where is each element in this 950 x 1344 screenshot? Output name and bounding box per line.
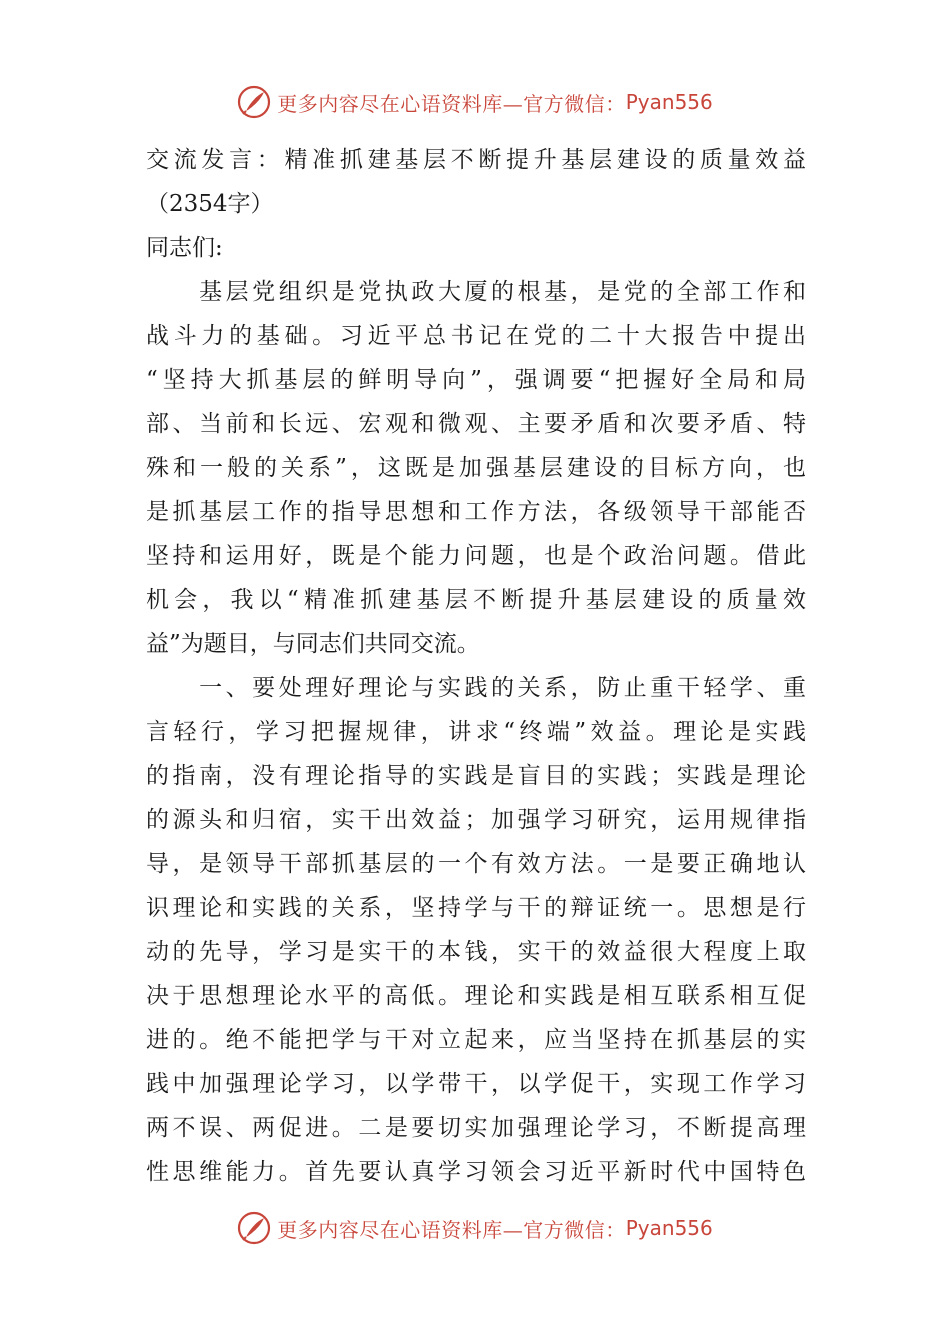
text-line: （2354字） [146,191,274,217]
text-line: 坚持和运用好，既是个能力问题，也是个政治问题。借此 [146,543,806,569]
text-line: 言轻行，学习把握规律，讲求“终端”效益。理论是实践 [146,719,806,745]
text-line: 动的先导，学习是实干的本钱，实干的效益很大程度上取 [146,939,806,965]
footer-watermark [0,1208,950,1248]
text-line: 性思维能力。首先要认真学习领会习近平新时代中国特色 [146,1159,806,1185]
text-line: 殊和一般的关系”，这既是加强基层建设的目标方向，也 [146,455,806,481]
text-line: 识理论和实践的关系，坚持学与干的辩证统一。思想是行 [146,895,806,921]
footer-watermark-text: 更多内容尽在心语资料库—官方微信： [277,1217,626,1242]
text-line: 一、要处理好理论与实践的关系，防止重干轻学、重 [146,675,806,701]
text-line: 是抓基层工作的指导思想和工作方法，各级领导干部能否 [146,499,806,525]
text-line: 进的。绝不能把学与干对立起来，应当坚持在抓基层的实 [146,1027,806,1053]
text-line: 基层党组织是党执政大厦的根基，是党的全部工作和 [146,279,806,305]
text-line: 践中加强理论学习，以学带干，以学促干，实现工作学习 [146,1071,806,1097]
header-watermark-wechat: Pyan556 [625,90,713,114]
text-line: 部、当前和长远、宏观和微观、主要矛盾和次要矛盾、特 [146,411,806,437]
text-line: 的指南，没有理论指导的实践是盲目的实践；实践是理论 [146,763,806,789]
header-watermark-text: 更多内容尽在心语资料库—官方微信： [277,91,626,116]
footer-watermark-wechat: Pyan556 [625,1216,713,1240]
text-line: 的源头和归宿，实干出效益；加强学习研究，运用规律指 [146,807,806,833]
text-line: 导，是领导干部抓基层的一个有效方法。一是要正确地认 [146,851,806,877]
text-line: “坚持大抓基层的鲜明导向”，强调要“把握好全局和局 [146,367,806,393]
quill-pen-logo-icon [237,1211,271,1245]
text-line: 两不误、两促进。二是要切实加强理论学习，不断提高理 [146,1115,806,1141]
text-line: 机会，我以“精准抓建基层不断提升基层建设的质量效 [146,587,806,613]
text-line: 战斗力的基础。习近平总书记在党的二十大报告中提出 [146,323,806,349]
document-title: 交流发言：精准抓建基层不断提升基层建设的质量效益 [146,147,806,173]
text-line: 同志们: [146,235,223,261]
quill-pen-logo-icon [237,85,271,119]
document-body [146,138,806,1194]
text-line: 决于思想理论水平的高低。理论和实践是相互联系相互促 [146,983,806,1009]
text-line: 益”为题目，与同志们共同交流。 [146,631,480,657]
header-watermark [0,82,950,122]
